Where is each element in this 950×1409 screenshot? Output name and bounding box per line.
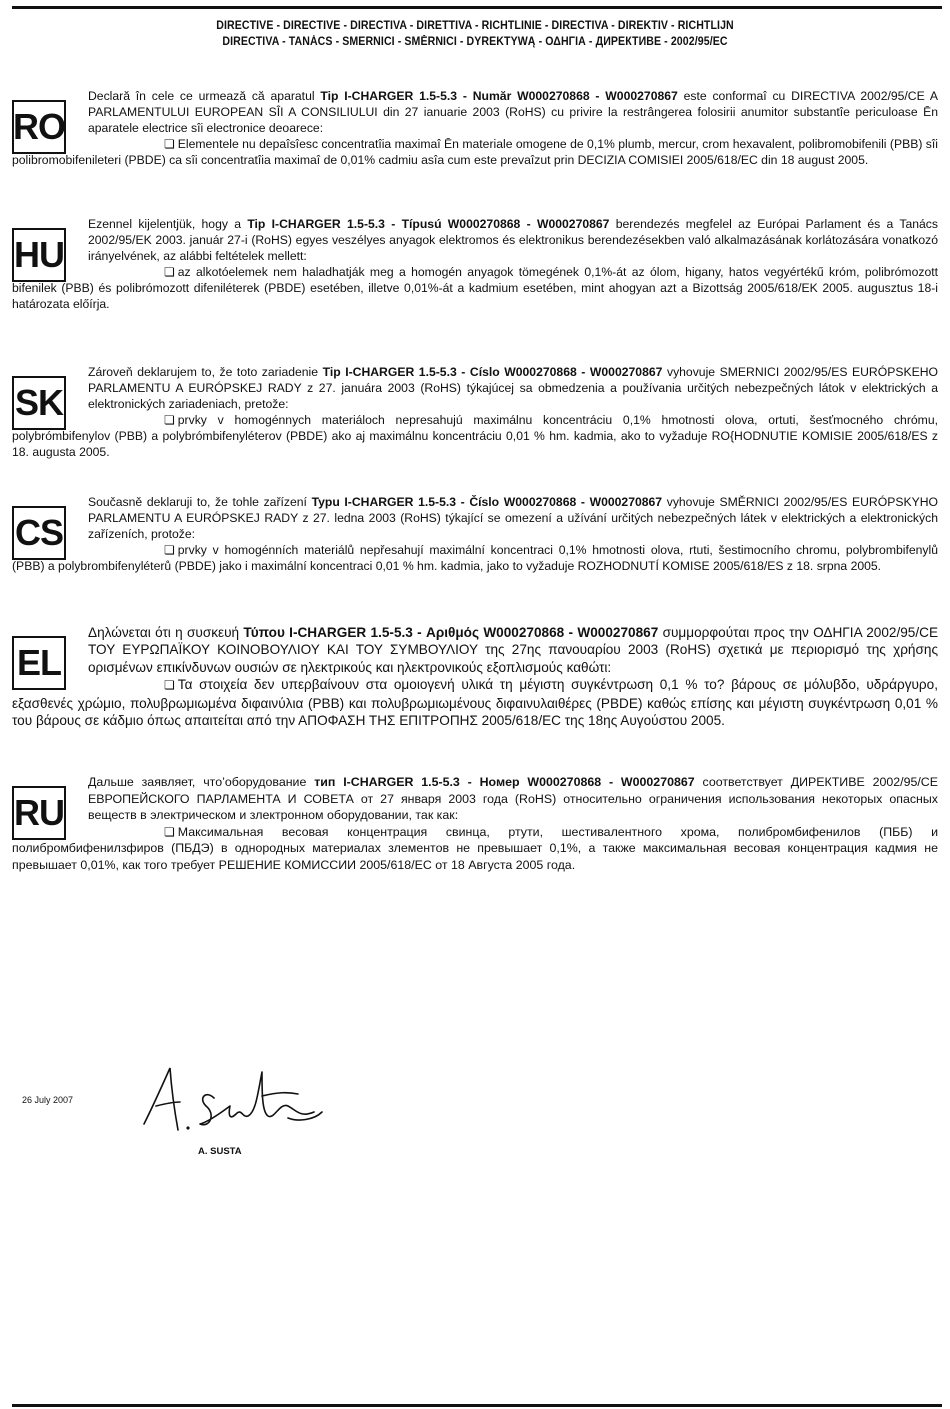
section-ro [12,88,938,168]
declaration-text-cs [12,494,938,574]
declaration-text-ro [12,88,938,168]
checkbox-icon: ❏ [164,543,175,557]
language-badge-ro: RO [12,100,66,154]
declaration-text-el [12,624,938,729]
intro-paragraph-ro: Declară în cele ce urmează că aparatul Tip I-CHARGER 1.5-5.3 - Număr W000270868 - W000270867 este conformaî cu DIRECTIVA 2002/95/CE A PARLAMENTULUI EUROPEAN SÎI A CONSILIULUI din 27 ianuarie 2003 (RoHS) cu privire la restrângerea folosirii anumitor substantîe periculoase Ēn aparatele electrice sîi electronice deoarece: [88,89,938,135]
language-badge-hu: HU [12,228,66,282]
page-header [0,18,950,50]
declaration-text-hu [12,216,938,312]
header-line-2: DIRECTIVA - TANÁCS - SMERNICI - SMĚRNICI - DYREKTYWĄ - ΟΔΗΓΙΑ - ДИРЕКТИВЕ - 2002/95/EC [222,36,728,48]
header-line-1: DIRECTIVE - DIRECTIVE - DIRECTIVA - DIRETTIVA - RICHTLINIE - DIRECTIVA - DIREKTIV - RICHTLIJN [216,20,734,32]
item-paragraph-cs: ❏ prvky v homogénních materiálů nepřesahují maximální koncentraci 0,1% hmotnosti olova, rtuti, šestimocního chromu, polybrombifenylů (PBB) a polybrombifenyléterů (PBDE) jako i maximální koncentraci 0,01 % hm. kadmia, jako to vyžaduje ROZHODNUTÍ KOMISE 2005/618/ES z 18. srpna 2005. [12,543,938,573]
product-id-cs: Typu I-CHARGER 1.5-5.3 - Číslo W000270868 - W000270867 [311,495,663,509]
intro-paragraph-sk: Zároveň deklarujem to, že toto zariadenie Tip I-CHARGER 1.5-5.3 - Císlo W000270868 - W000270867 vyhovuje SMERNICI 2002/95/ES EURÓPSKEHO PARLAMENTU A EURÓPSKEJ RADY z 27. januára 2003 (RoHS) týkajúcej sa obmedzenia a používania určitých nebezpečných látok v elektrických a elektronických zariadeniach, pretože: [88,365,939,411]
checkbox-icon: ❏ [164,413,175,427]
section-hu [12,216,938,312]
intro-paragraph-ru: Дальше заявляет, что’оборудование тип I-CHARGER 1.5-5.3 - Номер W000270868 - W000270867 соответствует ДИРЕКТИВЕ 2002/95/CE ЕВРОПЕЙСКОГО ПАРЛАМЕНТА И СОВЕТА от 27 января 2003 года (RoHS) относительно ограничения использования некоторых опасных веществ в электрическом и злектронном оборудовании, так как: [88,775,939,822]
product-id-el: Τύπου I-CHARGER 1.5-5.3 - Αριθμός W000270868 - W000270867 [243,625,659,640]
declaration-text-ru [12,774,938,873]
intro-paragraph-hu: Ezennel kijelentjük, hogy a Tip I-CHARGER 1.5-5.3 - Típusú W000270868 - W000270867 berendezés megfelel az Európai Parlament és a Tanács 2002/95/EK 2003. január 27-i (RoHS) egyes veszélyes anyagok elektromos és elektronikus berendezésekben való alkalmazásának korlátozására vonatkozó irányelvének, az alábbi feltételek mellett: [88,217,938,263]
language-badge-el: EL [12,636,66,690]
declaration-text-sk [12,364,938,460]
product-id-sk: Tip I-CHARGER 1.5-5.3 - Císlo W000270868 - W000270867 [322,365,663,379]
handwritten-signature [138,1062,338,1142]
bottom-rule [12,1404,942,1407]
language-badge-cs: CS [12,506,66,560]
section-cs [12,494,938,574]
item-paragraph-ro: ❏ Elementele nu depaîsîesc concentratîia maximaî Ēn materiale omogene de 0,1% plumb, mercur, crom hexavalent, polibromobifenili (PBB) sîi polibromobifenileteri (PBDE) ca sîi concentratîia maximaî de 0,01% cadmiu asîa cum este prevaîzut prin DECIZIA COMISIEI 2005/618/EC din 18 august 2005. [12,137,938,167]
section-sk [12,364,938,460]
signer-name: A. SUSTA [198,1146,242,1157]
item-paragraph-ru: ❏ Максимальная весовая концентрация свинца, ртути, шестивалентного хрома, полибромбифенилов (ПББ) и полибромбифенилзфиров (ПБДЭ) в однородных материалах злементов не превышает 0,1%, а также максимальная весовая концентрация кадмия не превышает 0,01%, как того требует РЕШЕНИЕ КОМИССИИ 2005/618/ЕС от 18 Августа 2005 года. [12,824,938,872]
top-rule [12,6,942,9]
intro-paragraph-el: Δηλώνεται ότι η συσκευή Τύπου I-CHARGER 1.5-5.3 - Αριθμός W000270868 - W000270867 συμμορφούται προς την ΟΔΗΓΙΑ 2002/95/CE ΤΟΥ ΕΥΡΩΠΑΪΚΟΥ ΚΟΙΝΟΒΟΥΛΙΟΥ ΚΑΙ ΤΟΥ ΣΥΜΒΟΥΛΙΟΥ της 27ης πανουαρίου 2003 (RoHS) σχετικά με περιορισμό της χρήσης ορισμένων επικίνδυνων ουσιών σε ηλεκτρικούς και ηλεκτρονικούς εξοπλισμούς καθώτι: [88,625,939,675]
checkbox-icon: ❏ [164,137,175,151]
signature-date: 26 July 2007 [22,1095,74,1105]
language-badge-ru: RU [12,786,66,840]
language-badge-sk: SK [12,376,66,430]
checkbox-icon: ❏ [164,678,175,693]
section-ru [12,774,938,873]
product-id-ro: Tip I-CHARGER 1.5-5.3 - Număr W000270868 - W000270867 [320,89,678,103]
item-paragraph-el: ❏ Τα στοιχεία δεν υπερβαίνουν στα ομοιογενή υλικά τη μέγιστη συγκέντρωση 0,1 % το? βάρους σε μόλυβδο, υδράργυρο, εξασθενές χρώμιο, πολυβρωμιωμένα διφαινύλια (PBB) και πολυβρωμιωμένους διφαινυλαιθέρες (PBDE) καθώς επίσης και μέγιστη συγκέντρωση 0,01 % του βάρους σε κάδμιο όπως απαιτείται από την ΑΠΟΦΑΣΗ ΤΗΣ ΕΠΙΤΡΟΠΗΣ 2005/618/EC της 18ης Αυγούστου 2005. [12,677,938,729]
item-paragraph-hu: ❏ az alkotóelemek nem haladhatják meg a homogén anyagok tömegének 0,1%-át az ólom, higany, hatos vegyértékű króm, polibrómozott bifenilek (PBB) és polibrómozott difeniléterek (PBDE) esetében, illetve 0,01%-át a kadmium esetében, mint ahogyan azt a Bizottság 2005/618/EK 2005. augusztus 18-i határozata előírja. [12,265,938,311]
checkbox-icon: ❏ [164,824,175,839]
product-id-hu: Tip I-CHARGER 1.5-5.3 - Típusú W000270868 - W000270867 [247,217,610,231]
item-paragraph-sk: ❏ prvky v homogénnych materiáloch nepresahujú maximálnu koncentráciu 0,1% hmotnosti olova, ortuti, šesťmocného chrómu, polybrómbifenylov (PBB) a polybrómbifenyléterov (PBDE) ako aj maximálnu koncentráciu 0,01 % hm. kadmia, ako to vyžaduje RO{HODNUTIE KOMISIE 2005/618/ES z 18. augusta 2005. [12,413,938,459]
section-el [12,624,938,729]
intro-paragraph-cs: Současně deklaruji to, že tohle zařízení Typu I-CHARGER 1.5-5.3 - Číslo W000270868 - W000270867 vyhovuje SMĚRNICI 2002/95/ES EURÓPSKYHO PARLAMENTU A EURÓPSKEJ RADY z 27. ledna 2003 (RoHS) týkající se omezení a užívání určitých nebezpečných látek v elektrických a elektronických zařízeních, protože: [88,495,938,541]
product-id-ru: тип I-CHARGER 1.5-5.3 - Номер W000270868 - W000270867 [314,775,695,789]
checkbox-icon: ❏ [164,265,175,279]
